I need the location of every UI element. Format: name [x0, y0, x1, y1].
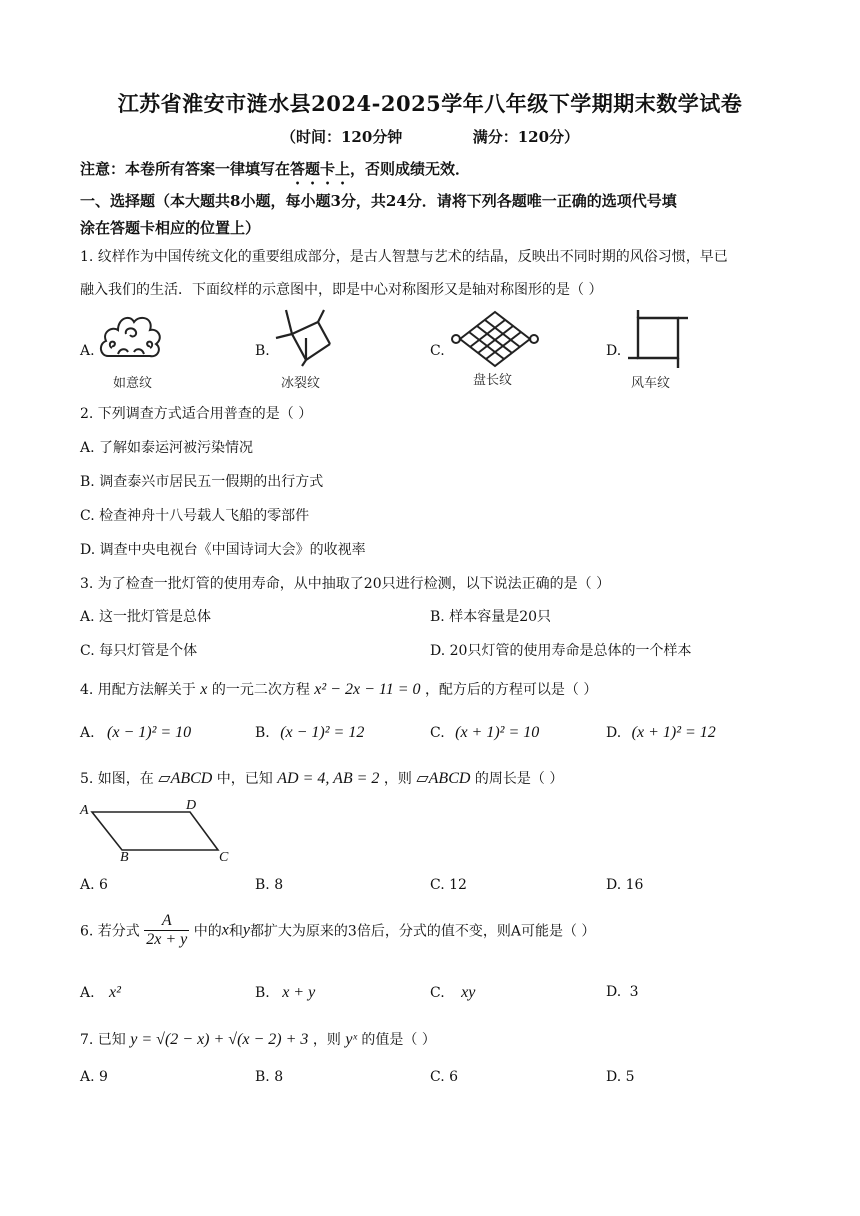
q1-option-d-caption: 风车纹 [631, 376, 671, 391]
exam-info [0, 126, 860, 147]
q5-given: AD = 4, AB = 2 [277, 770, 380, 787]
q1-option-a-label: A. [80, 343, 95, 359]
q4-equation: x² − 2x − 11 = 0 [314, 681, 421, 698]
q6-option-d: D. 3 [606, 984, 639, 1000]
panchang-knot-pattern-icon [450, 310, 540, 368]
q7-option-c: C. 6 [430, 1069, 459, 1085]
q5-option-b: B. 8 [255, 877, 284, 893]
q1-option-d-label: D. [606, 343, 622, 359]
notice-emphasis: 答题卡上 [290, 160, 351, 178]
ice-crack-pattern-icon [272, 308, 338, 368]
section1-heading-line1: 一、选择题（本大题共8小题，每小题3分，共24分．请将下列各题唯一正确的选项代号填 [80, 192, 677, 210]
q3-stem: 3. 为了检查一批灯管的使用寿命，从中抽取了20只进行检测，以下说法正确的是（ ） [80, 576, 611, 592]
exam-time: （时间：120分钟 [280, 128, 403, 146]
q3-option-a: A. 这一批灯管是总体 [80, 609, 212, 625]
windmill-pattern-icon [628, 310, 690, 370]
q6-option-c: C. xy [430, 984, 476, 1001]
vertex-b-label: B [120, 850, 129, 865]
q5-parallelogram-2: ▱ABCD [416, 770, 471, 787]
q5-option-d: D. 16 [606, 877, 644, 893]
q3-option-d: D. 20只灯管的使用寿命是总体的一个样本 [430, 643, 692, 659]
q6-stem: 6. 若分式 $\frac{A}{2x + y}$ 中的x和y都扩大为原来的3倍后，分式的值不变，则A可能是（ ） [80, 912, 596, 948]
q2-option-d: D. 调查中央电视台《中国诗词大会》的收视率 [80, 542, 366, 558]
vertex-c-label: C [219, 850, 229, 865]
q4-variable: x [200, 681, 208, 698]
vertex-a-label: A [80, 803, 89, 818]
q4-option-b: B. (x − 1)² = 12 [255, 724, 365, 741]
q1-option-b-caption: 冰裂纹 [281, 376, 321, 391]
q7-stem: 7. 已知 y = √(2 − x) + √(x − 2) + 3 ，则 yˣ 的值是（ ） [80, 1031, 436, 1048]
q5-stem: 5. 如图，在 ▱ABCD 中，已知 AD = 4, AB = 2 ，则 ▱ABCD 的周长是（ ） [80, 770, 564, 787]
q2-option-a: A. 了解如泰运河被污染情况 [80, 440, 254, 456]
q5-option-a: A. 6 [80, 877, 108, 893]
q6-option-b: B. x + y [255, 984, 316, 1001]
ruyi-pattern-icon [96, 308, 166, 368]
q1-stem-line2: 融入我们的生活．下面纹样的示意图中，即是中心对称图形又是轴对称图形的是（ ） [80, 282, 603, 298]
q7-option-d: D. 5 [606, 1069, 635, 1085]
q4-option-a: A. (x − 1)² = 10 [80, 724, 192, 741]
q1-option-c-caption: 盘长纹 [473, 373, 513, 388]
q1-option-c-label: C. [430, 343, 445, 359]
q2-stem: 2. 下列调查方式适合用普查的是（ ） [80, 406, 313, 422]
q4-option-c: C. (x + 1)² = 10 [430, 724, 540, 741]
section1-heading-line2: 涂在答题卡相应的位置上） [80, 219, 261, 237]
q7-power: yˣ [345, 1031, 357, 1048]
q7-option-b: B. 8 [255, 1069, 284, 1085]
q6-fraction: $\frac{A}{2x + y}$ [146, 912, 188, 948]
vertex-d-label: D [186, 798, 197, 813]
q6-option-a: A. x² [80, 984, 121, 1001]
q1-option-a-caption: 如意纹 [113, 376, 153, 391]
q2-option-c: C. 检查神舟十八号载人飞船的零部件 [80, 508, 310, 524]
exam-score: 满分：120分） [472, 128, 580, 146]
q4-option-d: D. (x + 1)² = 12 [606, 724, 716, 741]
notice: 注意：本卷所有答案一律填写在答题卡上，否则成绩无效． [80, 160, 471, 178]
parallelogram-figure [78, 798, 238, 864]
q2-option-b: B. 调查泰兴市居民五一假期的出行方式 [80, 474, 324, 490]
q4-stem: 4. 用配方法解关于 x 的一元二次方程 x² − 2x − 11 = 0 ，配方后的方程可以是（ ） [80, 681, 598, 698]
page-title: 江苏省淮安市涟水县2024-2025学年八年级下学期期末数学试卷 [117, 91, 743, 116]
q3-option-b: B. 样本容量是20只 [430, 609, 552, 625]
q1-stem-line1: 1. 纹样作为中国传统文化的重要组成部分，是古人智慧与艺术的结晶，反映出不同时期的风俗习惯，早已 [80, 249, 728, 265]
q5-option-c: C. 12 [430, 877, 467, 893]
q1-option-b-label: B. [255, 343, 270, 359]
q7-equation: y = √(2 − x) + √(x − 2) + 3 [130, 1031, 309, 1048]
q5-parallelogram-1: ▱ABCD [158, 770, 213, 787]
q7-option-a: A. 9 [80, 1069, 108, 1085]
q3-option-c: C. 每只灯管是个体 [80, 643, 198, 659]
